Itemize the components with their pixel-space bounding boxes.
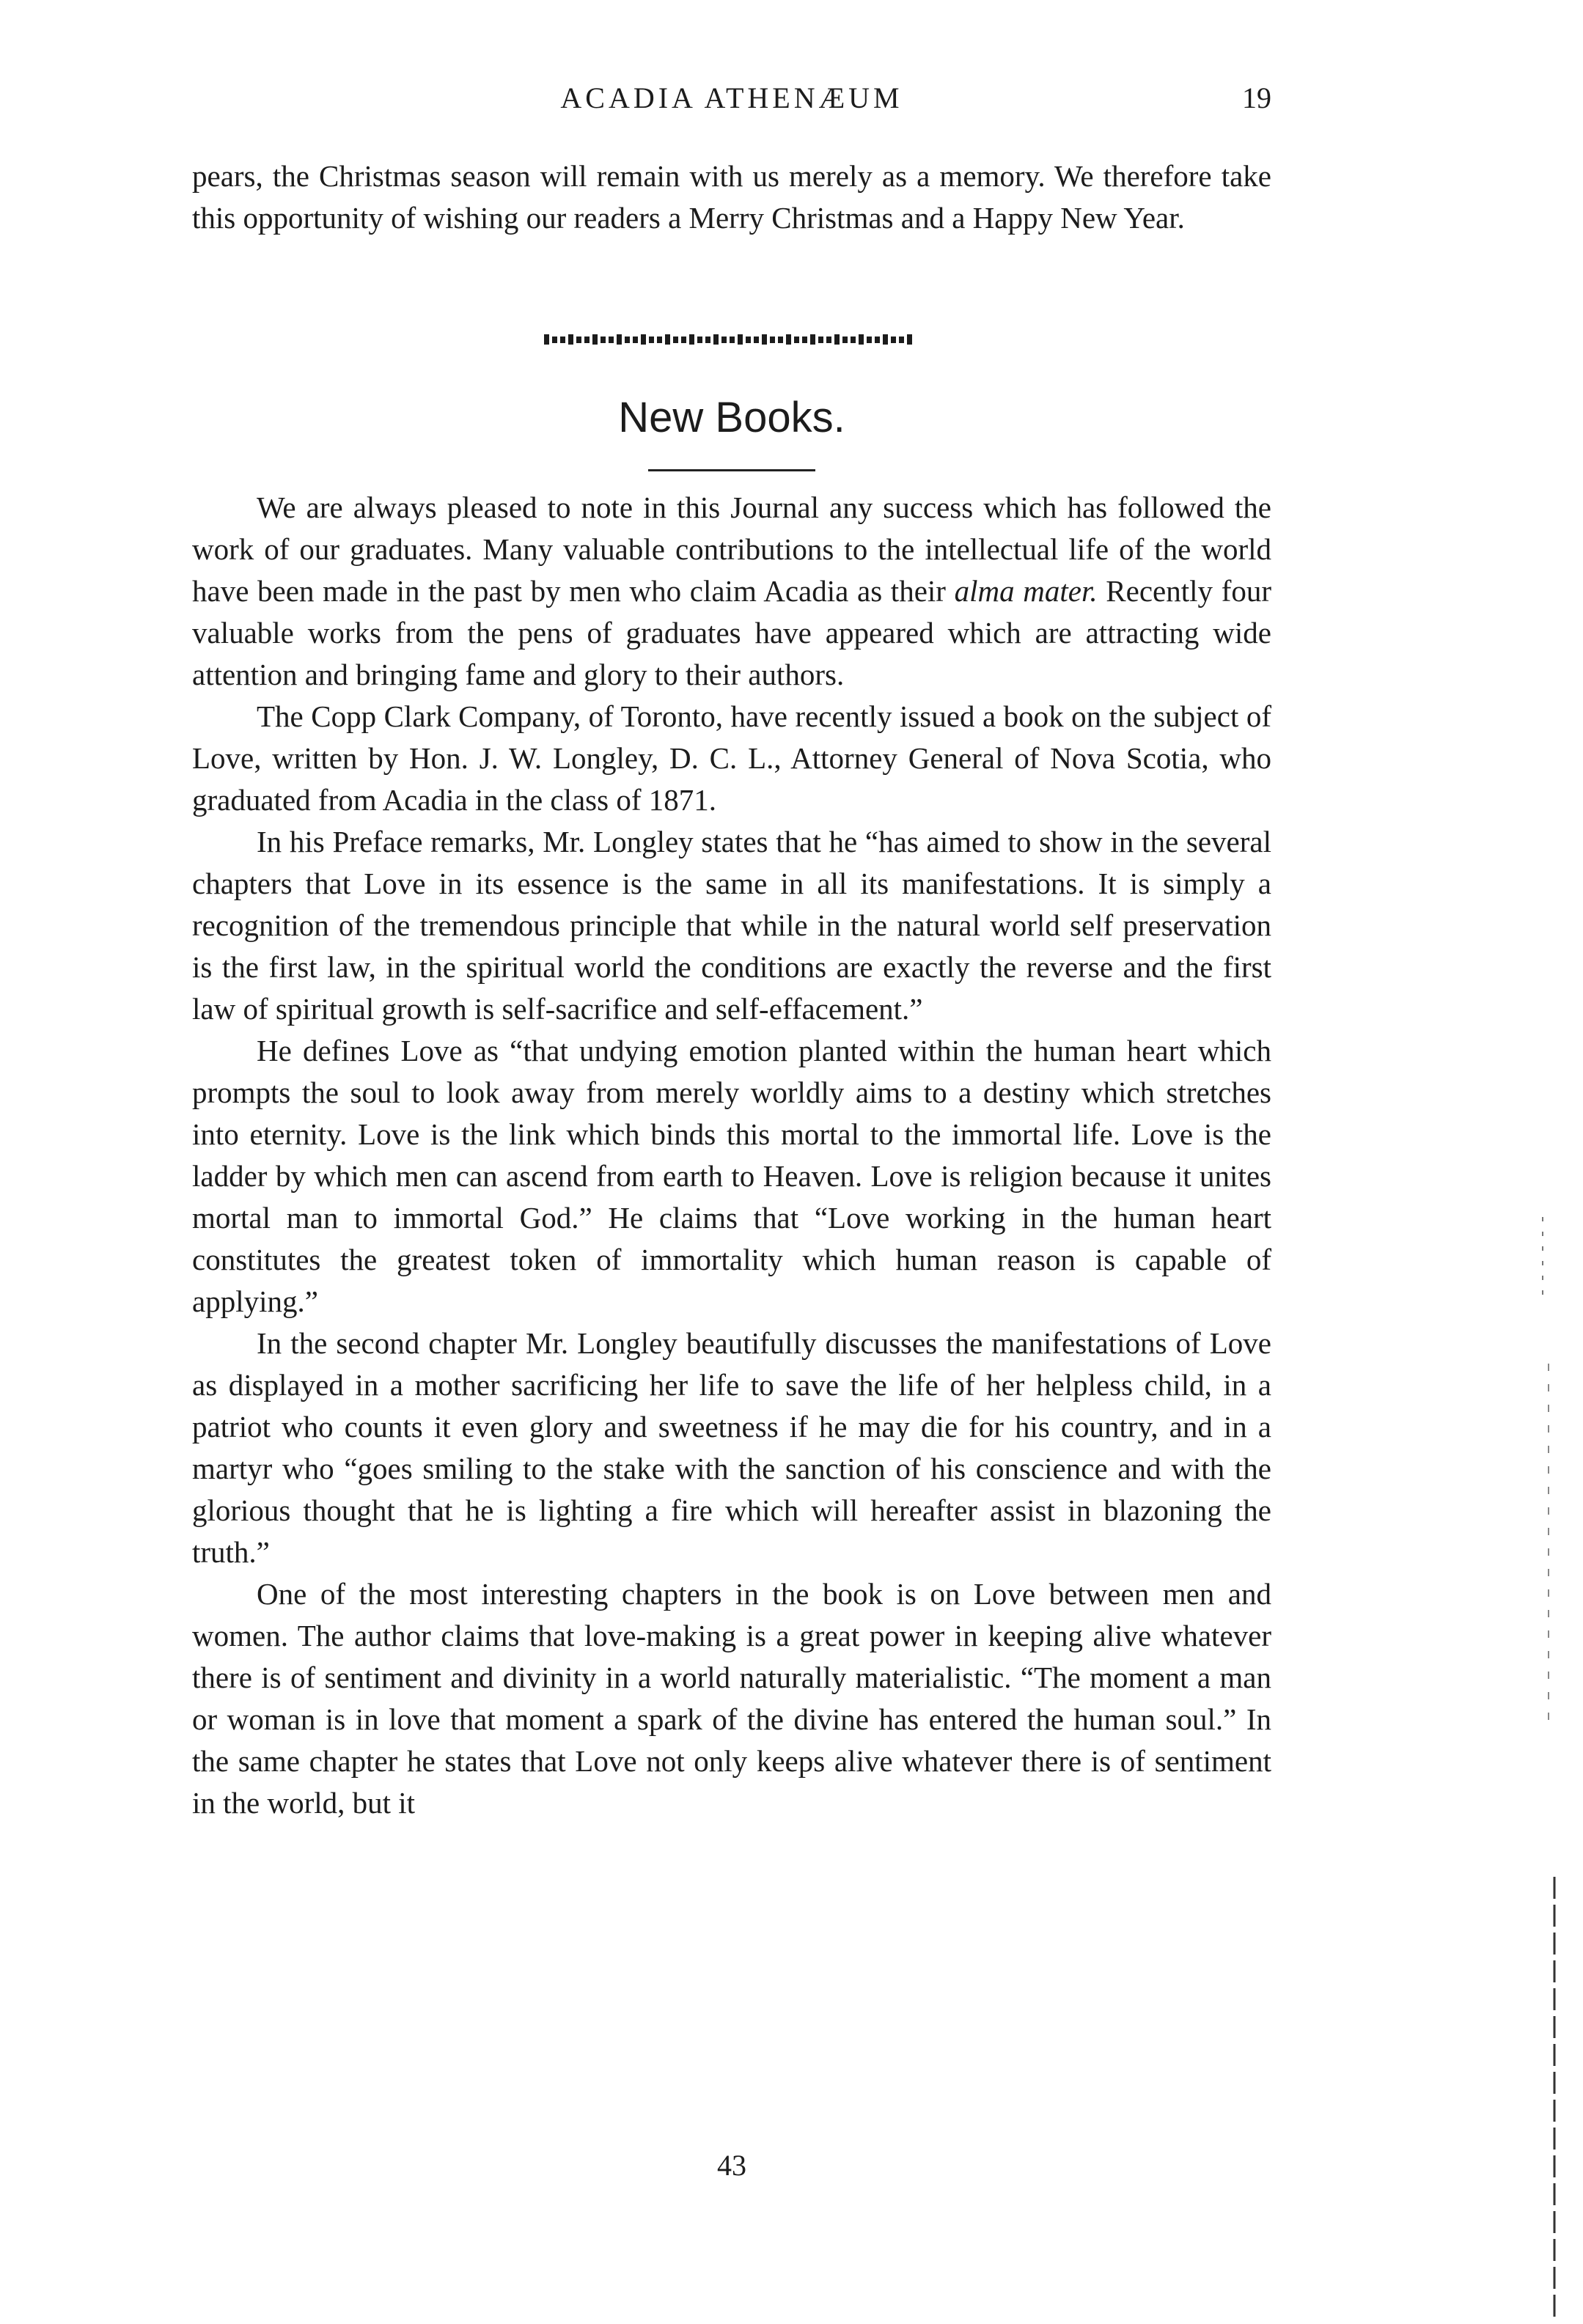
ornament-mark bbox=[875, 337, 880, 343]
running-head bbox=[192, 76, 1271, 120]
ornament-mark bbox=[754, 337, 759, 343]
ornament-mark bbox=[568, 334, 573, 345]
article-paragraph-2: The Copp Clark Company, of Toronto, have recently issued a book on the subject of Love, written by Hon. J. W. Longley, D. C. L., Attorney General of Nova Scotia, who graduated from Acadia in the class of 1871. bbox=[192, 699, 1271, 817]
ornament-mark bbox=[883, 334, 888, 345]
ornament-mark bbox=[665, 334, 670, 345]
ornament-mark bbox=[794, 337, 799, 343]
ornament-mark bbox=[826, 337, 831, 343]
ornament-mark bbox=[786, 334, 791, 345]
article-paragraph-6: One of the most interesting chapters in the book is on Love between men and women. The author claims that love-making is a great power in keeping alive whatever there is of sentiment and divinity in a world naturally materialistic. “The moment a man or woman is in love that moment a spark of the divine has entered the human soul.” In the same chapter he states that Love not only keeps alive whatever there is of sentiment in the world, but it bbox=[192, 1577, 1271, 1820]
article-paragraph-3: In his Preface remarks, Mr. Longley states that he “has aimed to show in the several chapters that Love in its essence is the same in all its manifestations. It is simply a recognition of the tremendous principle that while in the natural world self preservation is the first law, in the spiritual world the conditions are exactly the reverse and the first law of spiritual growth is self-sacrifice and self-effacement.” bbox=[192, 825, 1271, 1026]
ornament-mark bbox=[899, 337, 904, 343]
ornament-mark bbox=[907, 334, 912, 345]
article-body bbox=[192, 487, 1271, 1824]
ornament-mark bbox=[834, 334, 840, 345]
ornament-mark bbox=[576, 337, 581, 343]
ornament-mark bbox=[625, 337, 630, 343]
page bbox=[192, 0, 1271, 2324]
ornament-mark bbox=[867, 337, 872, 343]
ornament-mark bbox=[705, 337, 710, 343]
ornament-mark bbox=[544, 334, 549, 345]
ornament-divider bbox=[544, 331, 919, 348]
scan-edge-marks bbox=[1532, 1217, 1576, 2317]
ornament-mark bbox=[842, 337, 848, 343]
ornament-mark bbox=[713, 334, 719, 345]
ornament-mark bbox=[552, 337, 557, 343]
intro-paragraph: pears, the Christmas season will remain with us merely as a memory. We therefore take this opportunity of wishing our readers a Merry Christmas and a Happy New Year. bbox=[192, 159, 1271, 235]
ornament-mark bbox=[617, 334, 622, 345]
ornament-mark bbox=[818, 337, 823, 343]
ornament-mark bbox=[560, 337, 565, 343]
ornament-mark bbox=[810, 334, 815, 345]
ornament-mark bbox=[681, 337, 686, 343]
section-title: New Books. bbox=[618, 394, 845, 441]
ornament-mark bbox=[689, 334, 694, 345]
ornament-mark bbox=[746, 337, 751, 343]
article-paragraph-1 bbox=[192, 487, 1271, 696]
ornament-mark bbox=[592, 334, 598, 345]
page-number: 19 bbox=[1242, 81, 1271, 114]
folio-number: 43 bbox=[717, 2149, 746, 2182]
ornament-mark bbox=[738, 334, 743, 345]
ornament-mark bbox=[609, 337, 614, 343]
ornament-mark bbox=[762, 334, 767, 345]
ornament-mark bbox=[802, 337, 807, 343]
ornament-mark bbox=[673, 337, 678, 343]
ornament-mark bbox=[697, 337, 702, 343]
ornament-mark bbox=[633, 337, 638, 343]
article-paragraph-4: He defines Love as “that undying emotion planted within the human heart which prompts the soul to look away from merely worldly aims to a destiny which stretches into eternity. Love is the link which binds this mortal to the immortal life. Love is the ladder by which men can ascend from earth to Heaven. Love is religion because it unites mortal man to immortal God.” He claims that “Love working in the human heart constitutes the greatest token of immortality which human reason is capable of applying.” bbox=[192, 1034, 1271, 1318]
ornament-mark bbox=[891, 337, 896, 343]
title-rule bbox=[648, 469, 815, 471]
ornament-mark bbox=[641, 334, 646, 345]
ornament-mark bbox=[730, 337, 735, 343]
paragraph-1-start: We are always pleased to note in this Journal any success which has followed the work of our graduates. Many valuable contributions to the intellectual life of the world have been made in the past by men who claim Acadia as their bbox=[192, 490, 1271, 608]
ornament-mark bbox=[770, 337, 775, 343]
ornament-mark bbox=[600, 337, 606, 343]
article-paragraph-5: In the second chapter Mr. Longley beautifully discusses the manifestations of Love as displayed in a mother sacrificing her life to save the life of her helpless child, in a patriot who counts it even glory and sweetness if he may die for his country, and in a martyr who “goes smiling to the stake with the sanction of his conscience and with the glorious thought that he is lighting a fire which will hereafter assist in blazoning the truth.” bbox=[192, 1326, 1271, 1569]
ornament-mark bbox=[859, 334, 864, 345]
running-title: ACADIA ATHENÆUM bbox=[560, 81, 903, 114]
paragraph-1-end: Recently four valuable works from the pens of graduates have appeared which are attracting wide attention and bringing fame and glory to their authors. bbox=[192, 574, 1271, 691]
ornament-mark bbox=[657, 337, 662, 343]
ornament-mark bbox=[649, 337, 654, 343]
ornament-mark bbox=[778, 337, 783, 343]
ornament-mark bbox=[721, 337, 727, 343]
ornament-mark bbox=[584, 337, 590, 343]
alma-mater-italic: alma mater. bbox=[954, 574, 1098, 608]
ornament-mark bbox=[851, 337, 856, 343]
